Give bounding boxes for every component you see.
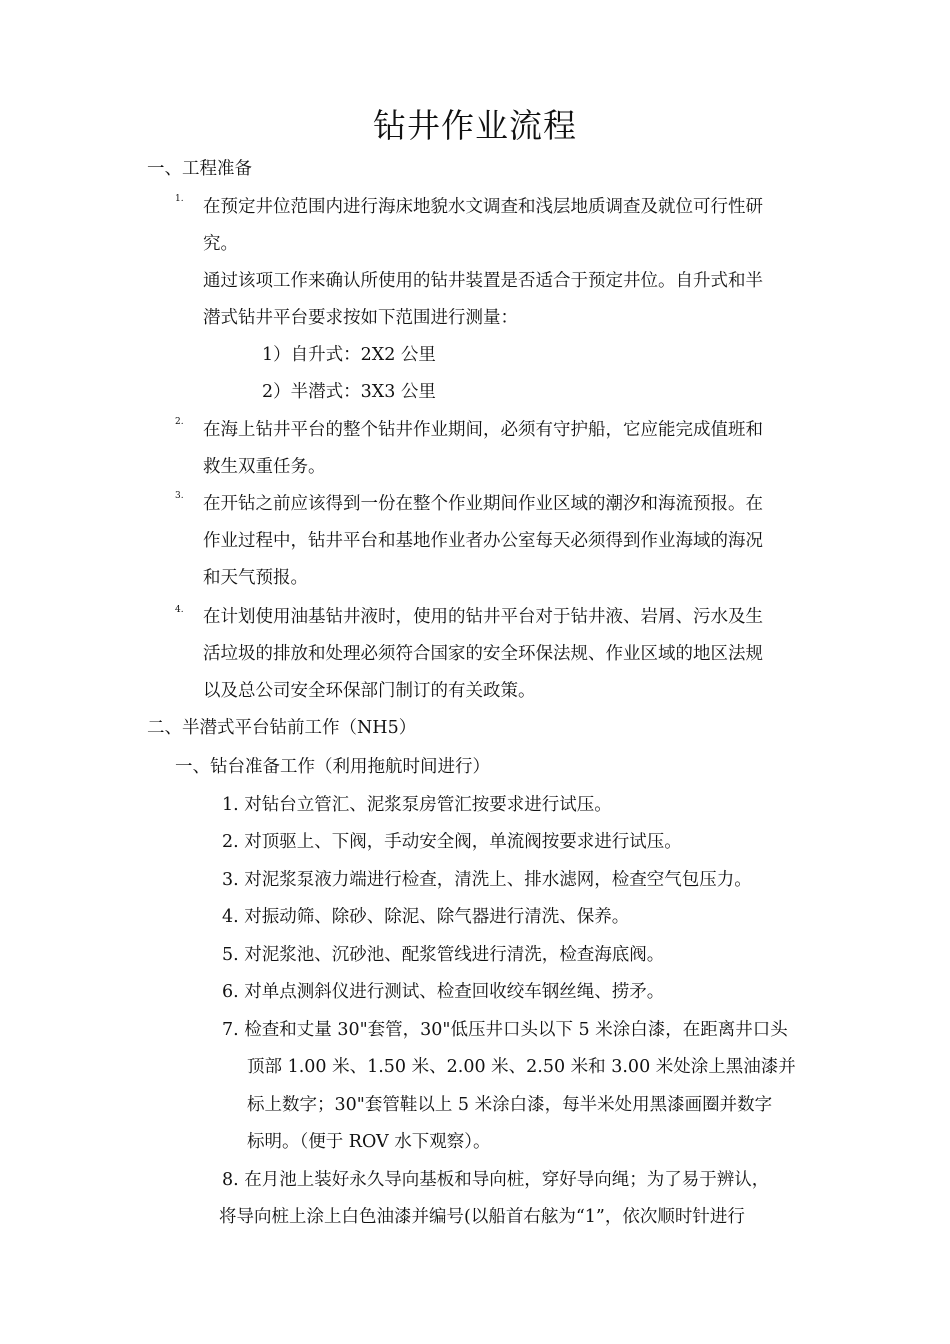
step-text: 7. 检查和丈量 30"套管，30"低压井口头以下 5 米涂白漆，在距离井口头: [222, 1020, 788, 1040]
item-text: 潜式钻井平台要求按如下范围进行测量：: [203, 308, 518, 328]
step-text: 标上数字；30"套管鞋以上 5 米涂白漆，每半米处用黑漆画圈并数字: [247, 1095, 773, 1115]
item-text: 活垃圾的排放和处理必须符合国家的安全环保法规、作业区域的地区法规: [203, 644, 763, 664]
item-text: 在海上钻井平台的整个钻井作业期间，必须有守护船，它应能完成值班和: [203, 420, 763, 440]
item-number: 3.: [175, 491, 184, 501]
step-text: 顶部 1.00 米、1.50 米、2.00 米、2.50 米和 3.00 米处涂上黑油漆并: [247, 1057, 796, 1077]
section-heading: 二、半潜式平台钻前工作（NH5）: [147, 718, 417, 738]
step-text: 标明。（便于 ROV 水下观察）。: [247, 1132, 491, 1152]
step-text: 1. 对钻台立管汇、泥浆泵房管汇按要求进行试压。: [222, 795, 612, 815]
item-text: 以及总公司安全环保部门制订的有关政策。: [203, 681, 536, 701]
item-text: 通过该项工作来确认所使用的钻井装置是否适合于预定井位。自升式和半: [203, 271, 763, 291]
sub-item: 2）半潜式：3X3 公里: [262, 382, 436, 402]
item-number: 2.: [175, 417, 184, 427]
step-text: 3. 对泥浆泵液力端进行检查，清洗上、排水滤网，检查空气包压力。: [222, 870, 752, 890]
step-text: 4. 对振动筛、除砂、除泥、除气器进行清洗、保养。: [222, 907, 630, 927]
item-text: 在计划使用油基钻井液时，使用的钻井平台对于钻井液、岩屑、污水及生: [203, 607, 763, 627]
item-text: 在开钻之前应该得到一份在整个作业期间作业区域的潮汐和海流预报。在: [203, 494, 763, 514]
step-text: 8. 在月池上装好永久导向基板和导向桩，穿好导向绳；为了易于辨认，: [222, 1170, 770, 1190]
item-text: 在预定井位范围内进行海床地貌水文调查和浅层地质调查及就位可行性研: [203, 197, 763, 217]
subsection-heading: 一、钻台准备工作（利用拖航时间进行）: [175, 757, 490, 777]
step-text: 2. 对顶驱上、下阀，手动安全阀，单流阀按要求进行试压。: [222, 832, 682, 852]
step-text: 6. 对单点测斜仪进行测试、检查回收绞车钢丝绳、捞矛。: [222, 982, 665, 1002]
step-text: 将导向桩上涂上白色油漆并编号(以船首右舷为“1”，依次顺时针进行: [219, 1207, 745, 1227]
section-heading: 一、工程准备: [147, 159, 252, 179]
item-number: 1.: [175, 194, 184, 204]
item-text: 作业过程中，钻井平台和基地作业者办公室每天必须得到作业海域的海况: [203, 531, 763, 551]
item-text: 救生双重任务。: [203, 457, 326, 477]
item-text: 和天气预报。: [203, 568, 308, 588]
step-text: 5. 对泥浆池、沉砂池、配浆管线进行清洗，检查海底阀。: [222, 945, 665, 965]
sub-item: 1）自升式：2X2 公里: [262, 345, 436, 365]
document-title: 钻井作业流程: [373, 106, 577, 145]
item-number: 4.: [175, 605, 184, 615]
item-text: 究。: [203, 234, 238, 254]
